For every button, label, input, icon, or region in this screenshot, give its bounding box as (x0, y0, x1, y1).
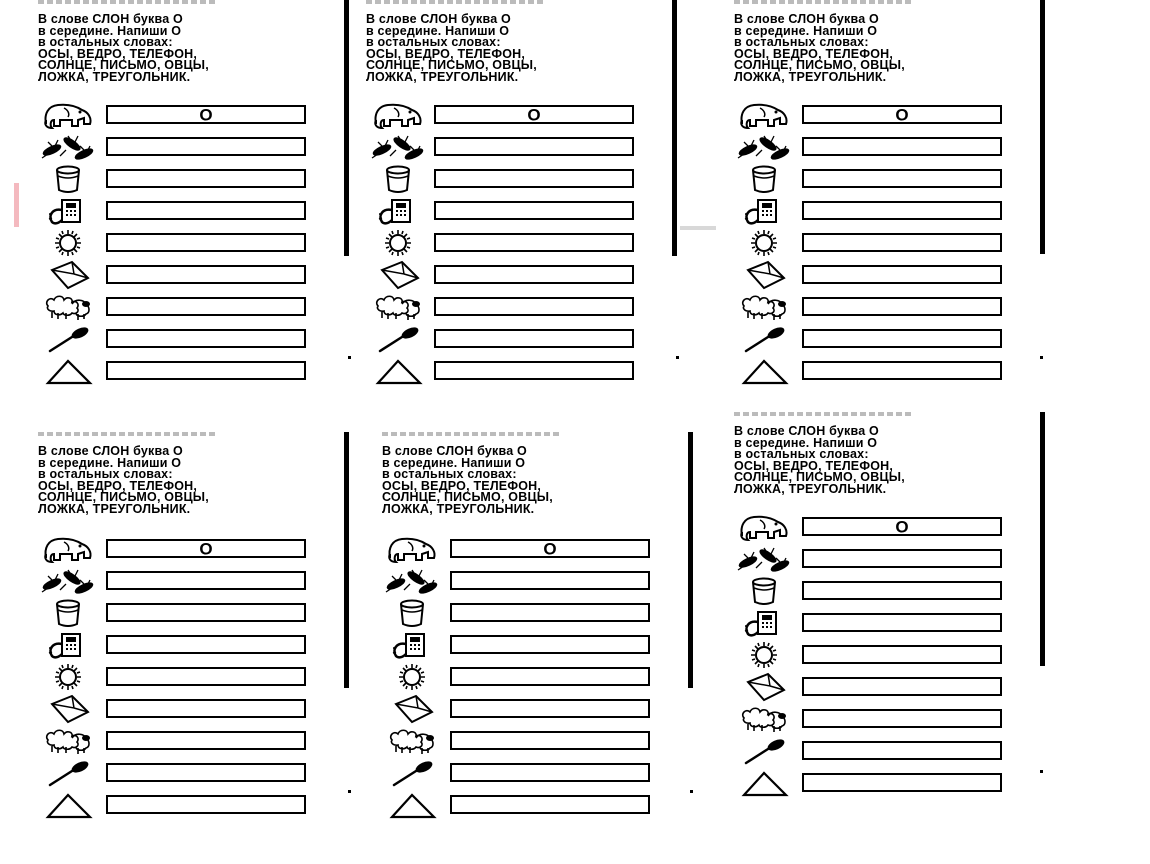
exercise-row (38, 292, 318, 322)
exercise-row (382, 758, 662, 788)
exercise-row (734, 608, 1014, 638)
exercise-row (366, 132, 646, 162)
exercise-row (382, 534, 662, 564)
sheep-icon (38, 292, 98, 322)
bucket-icon (38, 164, 98, 194)
instruction-text (382, 446, 662, 515)
telephone-icon (734, 608, 794, 638)
instruction-line: ОСЫ, ВЕДРО, ТЕЛЕФОН, (734, 46, 894, 61)
elephant-icon (368, 100, 428, 130)
exercise-row (734, 324, 1014, 354)
separator-line (344, 0, 349, 256)
elephant-icon (382, 534, 442, 564)
instruction-line: ОСЫ, ВЕДРО, ТЕЛЕФОН, (366, 46, 526, 61)
exercise-row (38, 726, 318, 756)
instruction-line: В слове СЛОН буква О (734, 12, 879, 26)
instruction-line: в середине. Напиши О (38, 455, 182, 470)
instruction-line: в остальных словах: (38, 467, 173, 481)
exercise-row (38, 324, 318, 354)
exercise-row (38, 164, 318, 194)
instruction-line: В слове СЛОН буква О (366, 12, 511, 26)
answer-box[interactable] (450, 667, 650, 686)
wasps-icon (734, 544, 794, 574)
answer-box[interactable] (106, 571, 306, 590)
elephant-icon (38, 534, 98, 564)
exercise-row (734, 704, 1014, 734)
answer-letter: О (895, 105, 909, 124)
elephant-icon (734, 100, 794, 130)
answer-letter: О (543, 539, 557, 558)
answer-box[interactable] (106, 635, 306, 654)
answer-box[interactable] (802, 741, 1002, 760)
wasps-icon (382, 566, 442, 596)
answer-box[interactable] (106, 169, 306, 188)
exercise-row (734, 228, 1014, 258)
instruction-line: в остальных словах: (382, 467, 517, 481)
instruction-line: СОЛНЦЕ, ПИСЬМО, ОВЦЫ, (38, 490, 209, 504)
triangle-icon (38, 790, 98, 820)
card-header-text (734, 0, 914, 4)
instruction-line: СОЛНЦЕ, ПИСЬМО, ОВЦЫ, (38, 58, 209, 72)
answer-box[interactable] (450, 635, 650, 654)
exercise-row (366, 356, 646, 386)
triangle-icon (38, 356, 98, 386)
answer-box[interactable] (106, 201, 306, 220)
dot (676, 356, 679, 359)
instruction-line: ОСЫ, ВЕДРО, ТЕЛЕФОН, (38, 46, 198, 61)
answer-box[interactable] (106, 329, 306, 348)
answer-box[interactable] (434, 233, 634, 252)
card-header-text (366, 0, 546, 4)
instruction-line: ЛОЖКА, ТРЕУГОЛЬНИК. (734, 481, 887, 496)
spoon-icon (382, 758, 442, 788)
exercise-row (366, 260, 646, 290)
sheep-icon (368, 292, 428, 322)
instruction-line: В слове СЛОН буква О (38, 12, 183, 26)
answer-box[interactable] (106, 233, 306, 252)
instruction-line: ЛОЖКА, ТРЕУГОЛЬНИК. (38, 501, 191, 516)
spoon-icon (734, 324, 794, 354)
answer-box[interactable] (106, 137, 306, 156)
exercise-row (38, 228, 318, 258)
worksheet-card (38, 0, 328, 398)
telephone-icon (734, 196, 794, 226)
exercise-row (366, 292, 646, 322)
card-header-text (38, 432, 218, 436)
instruction-line: в остальных словах: (734, 35, 869, 49)
answer-letter: О (199, 539, 213, 558)
answer-box[interactable] (106, 297, 306, 316)
instruction-line: в середине. Напиши О (382, 455, 526, 470)
answer-box[interactable] (802, 297, 1002, 316)
answer-box[interactable] (106, 265, 306, 284)
answer-box[interactable] (802, 329, 1002, 348)
exercise-row (734, 672, 1014, 702)
separator-line (1040, 412, 1045, 666)
telephone-icon (38, 630, 98, 660)
exercise-row (38, 132, 318, 162)
sun-icon (382, 662, 442, 692)
exercise-row (38, 630, 318, 660)
wasps-icon (38, 132, 98, 162)
sheep-icon (734, 292, 794, 322)
answer-box[interactable] (450, 763, 650, 782)
dot (1040, 770, 1043, 773)
envelope-icon (734, 260, 794, 290)
decorative-stripe (680, 226, 716, 230)
answer-box[interactable] (106, 763, 306, 782)
exercise-row (38, 534, 318, 564)
exercise-row (38, 662, 318, 692)
exercise-row (734, 512, 1014, 542)
exercise-row (734, 196, 1014, 226)
exercise-row (382, 566, 662, 596)
answer-box[interactable] (106, 699, 306, 718)
spoon-icon (368, 324, 428, 354)
triangle-icon (734, 356, 794, 386)
dot (1040, 356, 1043, 359)
triangle-icon (382, 790, 442, 820)
answer-box[interactable] (802, 613, 1002, 632)
answer-box[interactable] (106, 539, 306, 558)
instruction-line: В слове СЛОН буква О (382, 444, 527, 458)
answer-box[interactable] (434, 201, 634, 220)
worksheet-card (734, 412, 1024, 810)
answer-box[interactable] (450, 571, 650, 590)
card-header-text (734, 412, 914, 416)
instruction-text (734, 426, 1014, 495)
answer-box[interactable] (106, 731, 306, 750)
exercise-row (734, 544, 1014, 574)
sun-icon (734, 640, 794, 670)
envelope-icon (382, 694, 442, 724)
separator-line (688, 432, 693, 688)
instruction-line: ЛОЖКА, ТРЕУГОЛЬНИК. (734, 69, 887, 84)
exercise-row (734, 640, 1014, 670)
worksheet-card (366, 0, 656, 398)
answer-box[interactable] (450, 699, 650, 718)
answer-box[interactable] (106, 105, 306, 124)
separator-line (1040, 0, 1045, 254)
answer-box[interactable] (802, 709, 1002, 728)
envelope-icon (38, 260, 98, 290)
instruction-line: В слове СЛОН буква О (734, 424, 879, 438)
instruction-line: СОЛНЦЕ, ПИСЬМО, ОВЦЫ, (366, 58, 537, 72)
exercise-row (38, 566, 318, 596)
exercise-row (366, 100, 646, 130)
worksheet-card (38, 432, 328, 832)
exercise-row (38, 790, 318, 820)
answer-box[interactable] (106, 795, 306, 814)
separator-line (672, 0, 677, 256)
instruction-line: в середине. Напиши О (38, 23, 182, 38)
telephone-icon (368, 196, 428, 226)
exercise-row (734, 132, 1014, 162)
answer-box[interactable] (802, 105, 1002, 124)
answer-box[interactable] (802, 137, 1002, 156)
telephone-icon (38, 196, 98, 226)
answer-box[interactable] (434, 297, 634, 316)
exercise-row (38, 758, 318, 788)
exercise-row (734, 292, 1014, 322)
sun-icon (38, 662, 98, 692)
worksheet-card (382, 432, 672, 832)
instruction-line: ОСЫ, ВЕДРО, ТЕЛЕФОН, (38, 478, 198, 493)
sun-icon (734, 228, 794, 258)
bucket-icon (734, 164, 794, 194)
exercise-row (382, 630, 662, 660)
instruction-line: в середине. Напиши О (734, 435, 878, 450)
wasps-icon (368, 132, 428, 162)
answer-box[interactable] (434, 105, 634, 124)
exercise-row (38, 356, 318, 386)
sheep-icon (382, 726, 442, 756)
answer-box[interactable] (434, 137, 634, 156)
answer-box[interactable] (802, 169, 1002, 188)
exercise-row (734, 356, 1014, 386)
instruction-text (38, 446, 318, 515)
bucket-icon (368, 164, 428, 194)
answer-box[interactable] (434, 361, 634, 380)
envelope-icon (734, 672, 794, 702)
answer-box[interactable] (106, 603, 306, 622)
exercise-row (38, 100, 318, 130)
answer-box[interactable] (802, 201, 1002, 220)
exercise-row (734, 576, 1014, 606)
exercise-row (734, 164, 1014, 194)
instruction-line: СОЛНЦЕ, ПИСЬМО, ОВЦЫ, (734, 58, 905, 72)
instruction-line: СОЛНЦЕ, ПИСЬМО, ОВЦЫ, (382, 490, 553, 504)
answer-letter: О (199, 105, 213, 124)
instruction-line: ЛОЖКА, ТРЕУГОЛЬНИК. (38, 69, 191, 84)
instruction-line: СОЛНЦЕ, ПИСЬМО, ОВЦЫ, (734, 470, 905, 484)
card-header-text (382, 432, 562, 436)
dot (348, 790, 351, 793)
sun-icon (368, 228, 428, 258)
exercise-row (382, 694, 662, 724)
spoon-icon (38, 758, 98, 788)
exercise-row (366, 324, 646, 354)
exercise-row (38, 598, 318, 628)
telephone-icon (382, 630, 442, 660)
answer-box[interactable] (450, 603, 650, 622)
instruction-line: ЛОЖКА, ТРЕУГОЛЬНИК. (366, 69, 519, 84)
separator-line (344, 432, 349, 688)
wasps-icon (734, 132, 794, 162)
answer-box[interactable] (802, 677, 1002, 696)
elephant-icon (734, 512, 794, 542)
instruction-line: в остальных словах: (38, 35, 173, 49)
answer-box[interactable] (434, 265, 634, 284)
envelope-icon (368, 260, 428, 290)
exercise-row (382, 662, 662, 692)
exercise-row (734, 736, 1014, 766)
exercise-row (382, 790, 662, 820)
exercise-row (366, 196, 646, 226)
spoon-icon (38, 324, 98, 354)
instruction-line: в остальных словах: (734, 447, 869, 461)
answer-box[interactable] (802, 361, 1002, 380)
worksheet-card (734, 0, 1024, 398)
sun-icon (38, 228, 98, 258)
sheep-icon (38, 726, 98, 756)
exercise-row (734, 768, 1014, 798)
answer-box[interactable] (802, 517, 1002, 536)
answer-box[interactable] (802, 773, 1002, 792)
answer-box[interactable] (450, 539, 650, 558)
elephant-icon (38, 100, 98, 130)
exercise-row (382, 598, 662, 628)
answer-letter: О (527, 105, 541, 124)
envelope-icon (38, 694, 98, 724)
answer-box[interactable] (434, 329, 634, 348)
answer-box[interactable] (802, 645, 1002, 664)
exercise-row (38, 260, 318, 290)
dot (690, 790, 693, 793)
wasps-icon (38, 566, 98, 596)
instruction-line: ОСЫ, ВЕДРО, ТЕЛЕФОН, (382, 478, 542, 493)
answer-box[interactable] (106, 361, 306, 380)
answer-box[interactable] (106, 667, 306, 686)
triangle-icon (368, 356, 428, 386)
bucket-icon (734, 576, 794, 606)
sheep-icon (734, 704, 794, 734)
exercise-row (366, 228, 646, 258)
spoon-icon (734, 736, 794, 766)
instruction-line: в остальных словах: (366, 35, 501, 49)
answer-box[interactable] (450, 795, 650, 814)
exercise-row (734, 260, 1014, 290)
dot (348, 356, 351, 359)
answer-letter: О (895, 517, 909, 536)
instruction-line: в середине. Напиши О (734, 23, 878, 38)
instruction-line: ЛОЖКА, ТРЕУГОЛЬНИК. (382, 501, 535, 516)
card-header-text (38, 0, 218, 4)
triangle-icon (734, 768, 794, 798)
answer-box[interactable] (450, 731, 650, 750)
exercise-row (734, 100, 1014, 130)
exercise-row (38, 196, 318, 226)
bucket-icon (382, 598, 442, 628)
answer-box[interactable] (434, 169, 634, 188)
answer-box[interactable] (802, 581, 1002, 600)
instruction-line: В слове СЛОН буква О (38, 444, 183, 458)
answer-box[interactable] (802, 265, 1002, 284)
exercise-row (382, 726, 662, 756)
exercise-row (38, 694, 318, 724)
instruction-text (38, 14, 318, 83)
decorative-stripe (14, 183, 19, 227)
exercise-row (366, 164, 646, 194)
instruction-text (734, 14, 1014, 83)
instruction-line: ОСЫ, ВЕДРО, ТЕЛЕФОН, (734, 458, 894, 473)
bucket-icon (38, 598, 98, 628)
answer-box[interactable] (802, 233, 1002, 252)
instruction-text (366, 14, 646, 83)
answer-box[interactable] (802, 549, 1002, 568)
instruction-line: в середине. Напиши О (366, 23, 510, 38)
